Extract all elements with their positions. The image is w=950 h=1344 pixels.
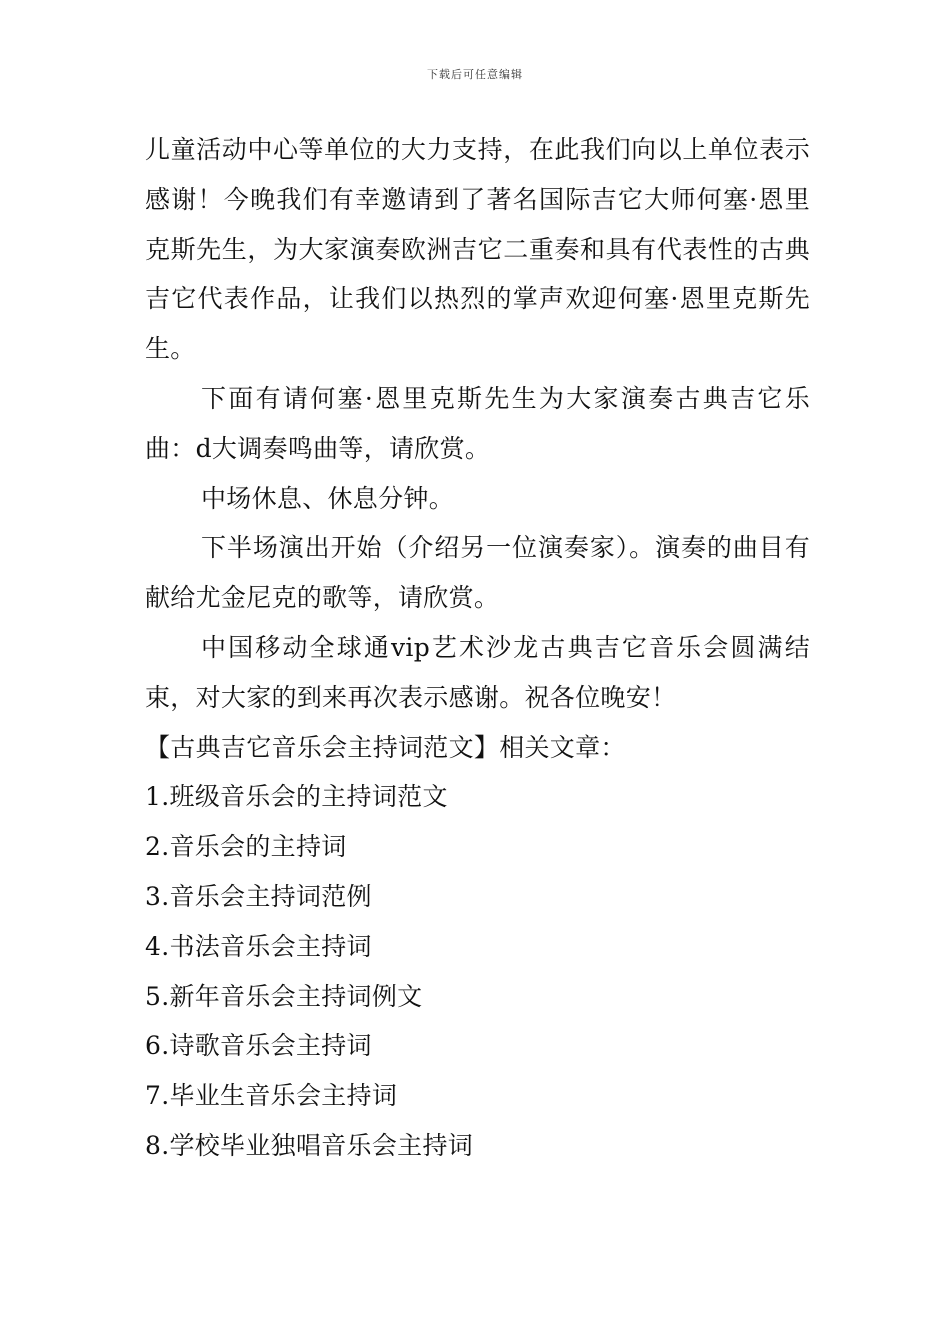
- related-item: 8.学校毕业独唱音乐会主持词: [145, 1130, 474, 1160]
- related-item: 5.新年音乐会主持词例文: [145, 981, 423, 1011]
- paragraph-second-half: 下半场演出开始（介绍另一位演奏家）。演奏的曲目有献给尤金尼克的歌等，请欣赏。: [145, 533, 810, 613]
- paragraph-first-performance: 下面有请何塞·恩里克斯先生为大家演奏古典吉它乐曲：d大调奏鸣曲等，请欣赏。: [145, 383, 810, 463]
- related-item: 1.班级音乐会的主持词范文: [145, 782, 448, 812]
- related-list: [145, 772, 810, 1170]
- document-body: [145, 125, 810, 1171]
- paragraph-intermission: 中场休息、休息分钟。: [201, 483, 455, 513]
- related-item: 2.音乐会的主持词: [145, 832, 347, 862]
- related-item: 6.诗歌音乐会主持词: [145, 1031, 372, 1061]
- related-heading: 【古典吉它音乐会主持词范文】相关文章：: [145, 732, 626, 762]
- paragraph-closing: 中国移动全球通vip艺术沙龙古典吉它音乐会圆满结束，对大家的到来再次表示感谢。祝各位晚安！: [145, 632, 810, 712]
- related-item: 3.音乐会主持词范例: [145, 881, 372, 911]
- page-header: 下载后可任意编辑: [427, 68, 523, 81]
- related-item: 7.毕业生音乐会主持词: [145, 1081, 398, 1111]
- paragraph-intro: 儿童活动中心等单位的大力支持，在此我们向以上单位表示感谢！今晚我们有幸邀请到了著名国际吉它大师何塞·恩里克斯先生，为大家演奏欧洲吉它二重奏和具有代表性的古典吉它代表作品，让我们以热烈的掌声欢迎何塞·恩里克斯先生。: [145, 135, 810, 364]
- related-item: 4.书法音乐会主持词: [145, 931, 372, 961]
